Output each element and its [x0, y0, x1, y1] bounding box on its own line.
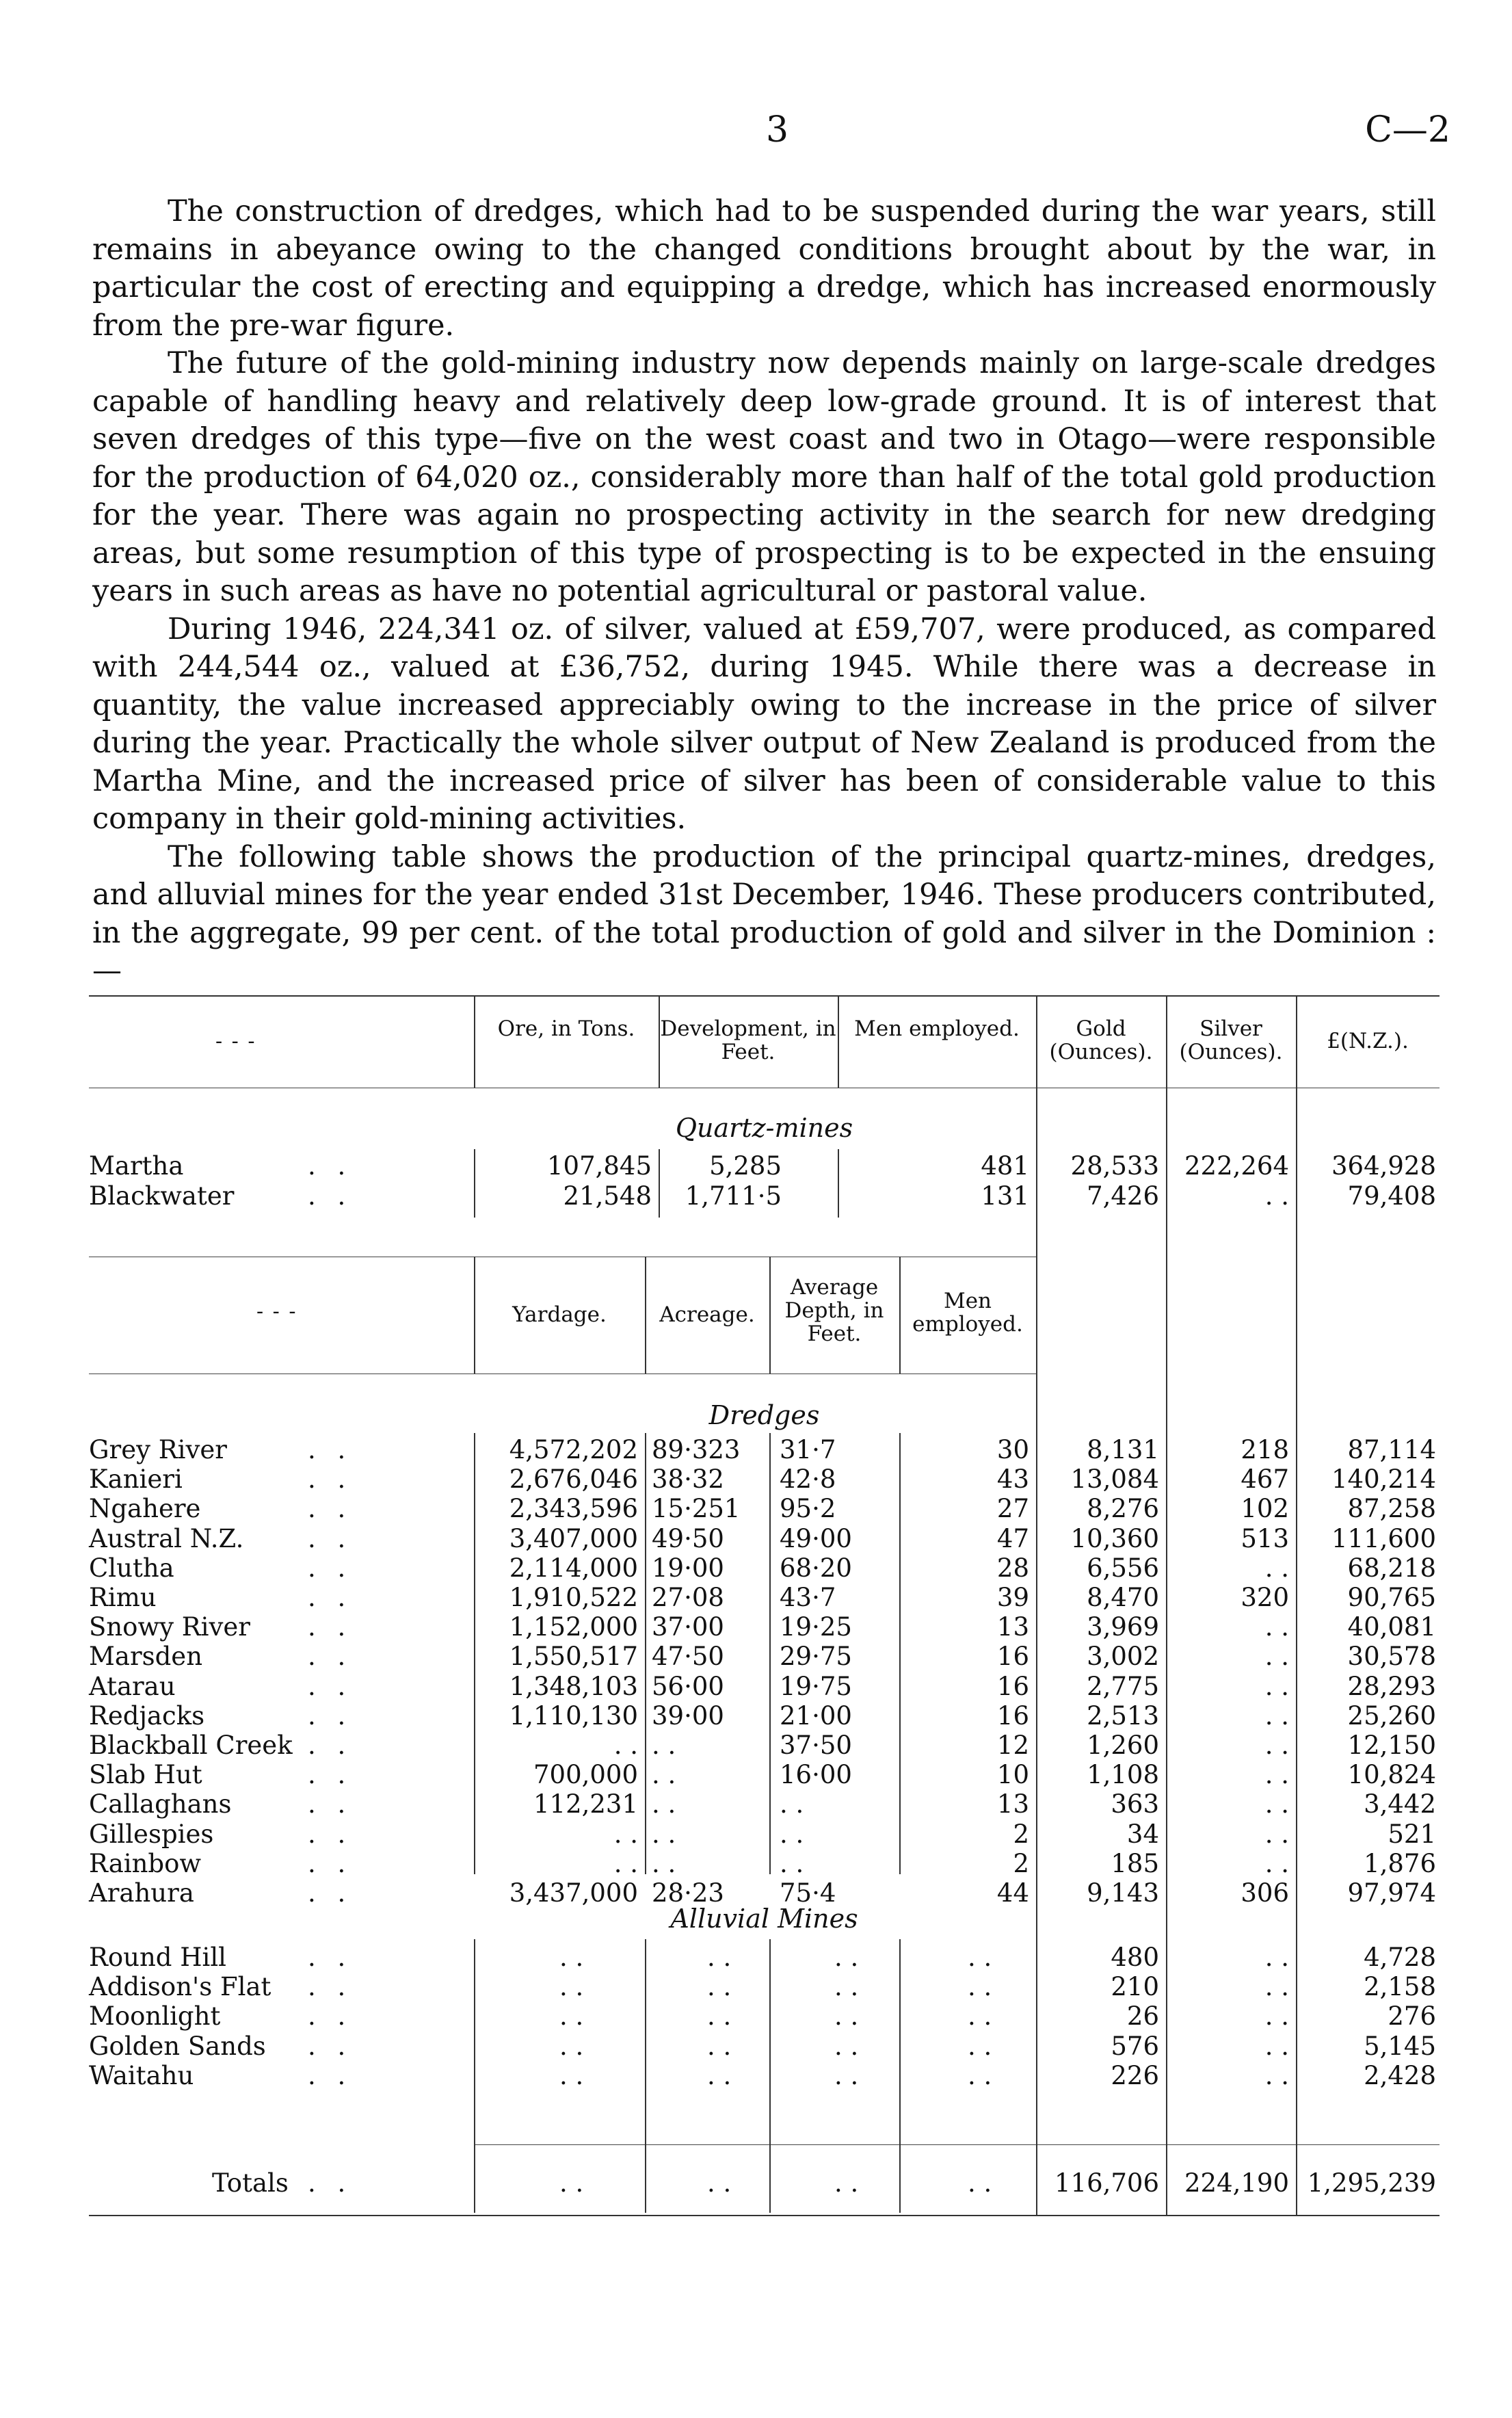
cell-acreage: . . [707, 2060, 732, 2090]
cell-men: 47 [996, 1523, 1029, 1553]
section-dredges: Dredges [708, 1400, 820, 1430]
cell-yardage: 3,437,000 [509, 1878, 638, 1908]
cell-gold: 1,108 [1087, 1760, 1159, 1790]
cell-acreage: . . [652, 1789, 676, 1819]
row-leader: . . [308, 2001, 353, 2032]
cell-depth: 68·20 [780, 1553, 852, 1583]
cell-silver: . . [1264, 1612, 1289, 1642]
cell-acreage: 38·32 [652, 1464, 724, 1495]
row-leader: . . [308, 1494, 353, 1524]
cell-gold: 6,556 [1087, 1553, 1159, 1583]
cell-depth: . . [780, 1789, 804, 1819]
paragraph-dredge-construction: The construction of dredges, which had to be suspended during the war years, still remains in abeyance owing to the changed conditions brought about by the war, in particular the cost of erecting and equipping a dredge, which has increased enormously from the pre-war figure. [92, 194, 1436, 343]
row-name: Grey River [89, 1435, 227, 1464]
table-row [89, 1524, 1440, 1554]
cell-gold: 28,533 [1070, 1151, 1159, 1181]
table-row [89, 1731, 1440, 1761]
cell-acreage: 89·323 [652, 1435, 741, 1464]
cell-acreage: 39·00 [652, 1700, 724, 1731]
row-name: Snowy River [89, 1612, 250, 1642]
row-leader: . . [308, 1151, 353, 1181]
cell-value: 3,442 [1364, 1789, 1436, 1819]
row-leader: . . [308, 1700, 353, 1731]
cell-yardage: . . [559, 1943, 584, 1972]
cell-men: . . [968, 2060, 992, 2090]
cell-silver: 467 [1241, 1464, 1289, 1495]
row-name: Gillespies [89, 1819, 214, 1849]
cell-acreage: . . [707, 1943, 732, 1972]
table-row [89, 1701, 1440, 1731]
cell-acreage: 27·08 [652, 1583, 724, 1612]
totals-label: Totals [212, 2168, 289, 2198]
cell-depth: . . [834, 2060, 859, 2090]
table-row [89, 1464, 1440, 1495]
cell-silver: . . [1264, 2031, 1289, 2061]
cell-silver: . . [1264, 2060, 1289, 2090]
table-row [89, 1435, 1440, 1465]
row-name: Round Hill [89, 1943, 227, 1972]
row-leader: . . [308, 2060, 353, 2090]
cell-men: 27 [996, 1494, 1029, 1524]
cell-silver: . . [1264, 1671, 1289, 1701]
table-row [89, 2061, 1440, 2091]
cell-silver: . . [1264, 1972, 1289, 2002]
table-row [89, 2032, 1440, 2062]
cell-men: 16 [996, 1671, 1029, 1701]
row-leader: . . [308, 1181, 353, 1211]
cell-men: . . [968, 1972, 992, 2002]
cell-men: 2 [1013, 1819, 1029, 1849]
cell-gold: 34 [1126, 1819, 1159, 1849]
row-leader: . . [308, 1464, 353, 1495]
table-row [89, 1612, 1440, 1642]
row-leader: . . [308, 1612, 353, 1642]
cell-dev: 1,711·5 [685, 1181, 782, 1211]
row-name: Atarau [89, 1671, 176, 1701]
cell-men: 44 [996, 1878, 1029, 1908]
row-name: Golden Sands [89, 2031, 266, 2061]
dredge-header-blank: - - - [256, 1300, 297, 1324]
cell-depth: 16·00 [780, 1760, 852, 1790]
cell-gold: 185 [1111, 1848, 1159, 1878]
paragraph-gold-future: The future of the gold-mining industry now depends mainly on large-scale dredges capable of handling heavy and relatively deep low-grade ground. It is of interest that seven dredges of this type—five on the west coast and two in Otago—were responsible for the production of 64,020 oz., considerably more than half of the total gold production for the year. There was again no prospecting activity in the search for new dredging areas, but some resumption of this type of prospecting is to be expected in the ensuing years in such areas as have no potential agricultural or pastoral value. [92, 346, 1436, 608]
cell-silver: . . [1264, 1760, 1289, 1790]
row-name: Rainbow [89, 1848, 202, 1878]
cell-men: 481 [981, 1151, 1029, 1181]
cell-depth: . . [834, 1972, 859, 2002]
totals-row [89, 2168, 1440, 2198]
cell-silver: . . [1264, 1700, 1289, 1731]
cell-acreage: . . [652, 1819, 676, 1849]
row-leader: . . [308, 1848, 353, 1878]
header-yardage: Yardage. [512, 1302, 607, 1327]
cell-acreage: . . [652, 1848, 676, 1878]
cell-depth: . . [834, 1943, 859, 1972]
cell-value: 5,145 [1364, 2031, 1436, 2061]
cell-men: 2 [1013, 1848, 1029, 1878]
cell-yardage: 1,910,522 [509, 1583, 638, 1612]
cell-silver: . . [1264, 1789, 1289, 1819]
totals-men: . . [968, 2168, 992, 2198]
production-table [89, 995, 1440, 2220]
cell-value: 87,258 [1347, 1494, 1436, 1524]
cell-men: 28 [996, 1553, 1029, 1583]
cell-gold: 3,002 [1087, 1642, 1159, 1672]
cell-men: 30 [996, 1435, 1029, 1464]
totals-value: 1,295,239 [1307, 2168, 1436, 2198]
cell-yardage: 1,348,103 [509, 1671, 638, 1701]
cell-gold: 1,260 [1087, 1731, 1159, 1760]
cell-value: 68,218 [1347, 1553, 1436, 1583]
row-leader: . . [308, 1671, 353, 1701]
cell-value: 12,150 [1347, 1731, 1436, 1760]
row-leader: . . [308, 2031, 353, 2061]
cell-acreage: . . [652, 1731, 676, 1760]
cell-men: 13 [996, 1612, 1029, 1642]
cell-gold: 8,131 [1087, 1435, 1159, 1464]
cell-acreage: 47·50 [652, 1642, 724, 1672]
cell-value: 28,293 [1347, 1671, 1436, 1701]
row-leader: . . [308, 1819, 353, 1849]
totals-gold: 116,706 [1054, 2168, 1159, 2198]
cell-gold: 3,969 [1087, 1612, 1159, 1642]
table-row [89, 1760, 1440, 1790]
cell-depth: . . [780, 1819, 804, 1849]
cell-silver: . . [1264, 1819, 1289, 1849]
row-name: Clutha [89, 1553, 174, 1583]
cell-value: 521 [1388, 1819, 1436, 1849]
cell-men: . . [968, 2001, 992, 2032]
header-men-employed: Men employed. [854, 1016, 1020, 1041]
row-name: Marsden [89, 1642, 203, 1672]
cell-silver: . . [1264, 2001, 1289, 2032]
cell-depth: 49·00 [780, 1523, 852, 1553]
row-leader: . . [308, 1583, 353, 1612]
row-leader: . . [308, 1523, 353, 1553]
cell-yardage: 112,231 [533, 1789, 638, 1819]
cell-yardage: . . [613, 1848, 638, 1878]
row-leader: . . [308, 1731, 353, 1760]
cell-gold: 26 [1126, 2001, 1159, 2032]
cell-value: 2,428 [1364, 2060, 1436, 2090]
row-name: Callaghans [89, 1789, 232, 1819]
cell-value: 140,214 [1331, 1464, 1436, 1495]
table-row [89, 1494, 1440, 1524]
quartz-header-divider [474, 995, 475, 1088]
cell-value: 10,824 [1347, 1760, 1436, 1790]
cell-gold: 8,276 [1087, 1494, 1159, 1524]
cell-yardage: . . [613, 1819, 638, 1849]
row-leader: . . [308, 1878, 353, 1908]
cell-yardage: 1,152,000 [509, 1612, 638, 1642]
cell-depth: . . [834, 2001, 859, 2032]
cell-value: 2,158 [1364, 1972, 1436, 2002]
cell-silver: 218 [1241, 1435, 1289, 1464]
cell-yardage: 2,676,046 [509, 1464, 638, 1495]
cell-men: 16 [996, 1642, 1029, 1672]
cell-silver: 102 [1241, 1494, 1289, 1524]
cell-silver: 222,264 [1184, 1151, 1289, 1181]
row-leader: . . [308, 1435, 353, 1464]
header-average-depth: Average Depth, in Feet. [784, 1275, 884, 1346]
cell-silver: . . [1264, 1181, 1289, 1211]
totals-rule [474, 2144, 1440, 2145]
cell-gold: 10,360 [1070, 1523, 1159, 1553]
table-row [89, 1583, 1440, 1613]
table-row [89, 1878, 1440, 1908]
table-top-rule [89, 995, 1440, 997]
row-leader: . . [308, 1789, 353, 1819]
cell-yardage: 4,572,202 [509, 1435, 638, 1464]
cell-acreage: 28·23 [652, 1878, 724, 1908]
cell-yardage: . . [613, 1731, 638, 1760]
cell-gold: 2,513 [1087, 1700, 1159, 1731]
document-reference: C—2 [1365, 109, 1450, 150]
table-row [89, 2001, 1440, 2032]
paragraph-table-intro: The following table shows the production of the principal quartz-mines, dredges, and alluvial mines for the year ended 31st December, 1946. These producers contributed, in the aggregate, 99 per cent. of the total production of gold and silver in the Dominion :— [92, 839, 1436, 988]
cell-value: 111,600 [1331, 1523, 1436, 1553]
cell-acreage: . . [707, 2001, 732, 2032]
row-leader: . . [308, 1972, 353, 2002]
cell-gold: 7,426 [1087, 1181, 1159, 1211]
quartz-header-blank: - - - [215, 1029, 256, 1053]
cell-men: 39 [996, 1583, 1029, 1612]
cell-value: 1,876 [1364, 1848, 1436, 1878]
cell-depth: 95·2 [780, 1494, 836, 1524]
cell-value: 276 [1388, 2001, 1436, 2032]
cell-acreage: . . [652, 1760, 676, 1790]
header-dredge-men-employed: Men employed. [912, 1289, 1023, 1337]
cell-men: 12 [996, 1731, 1029, 1760]
cell-silver: 320 [1241, 1583, 1289, 1612]
totals-depth: . . [834, 2168, 859, 2198]
cell-yardage: 1,550,517 [509, 1642, 638, 1672]
cell-depth: 29·75 [780, 1642, 852, 1672]
cell-yardage: . . [559, 2060, 584, 2090]
section-quartz-mines: Quartz-mines [675, 1113, 853, 1143]
cell-silver: . . [1264, 1731, 1289, 1760]
cell-yardage: 2,343,596 [509, 1494, 638, 1524]
row-name: Arahura [89, 1878, 194, 1908]
cell-depth: . . [834, 2031, 859, 2061]
cell-silver: 513 [1241, 1523, 1289, 1553]
cell-silver: . . [1264, 1848, 1289, 1878]
cell-gold: 480 [1111, 1943, 1159, 1972]
cell-value: 40,081 [1347, 1612, 1436, 1642]
header-acreage: Acreage. [659, 1302, 755, 1327]
row-leader: . . [308, 1642, 353, 1672]
body-text [92, 193, 1436, 990]
row-name: Ngahere [89, 1494, 201, 1524]
page-number: 3 [766, 109, 789, 150]
table-row [89, 1943, 1440, 1973]
header-value: £(N.Z.). [1327, 1029, 1409, 1053]
row-name: Slab Hut [89, 1760, 202, 1790]
totals-acreage: . . [707, 2168, 732, 2198]
cell-men: 10 [996, 1760, 1029, 1790]
cell-value: 30,578 [1347, 1642, 1436, 1672]
header-silver: Silver (Ounces). [1179, 1016, 1283, 1064]
cell-gold: 363 [1111, 1789, 1159, 1819]
row-name: Blackwater [89, 1181, 235, 1211]
row-name: Waitahu [89, 2060, 194, 2090]
cell-depth: 37·50 [780, 1731, 852, 1760]
cell-depth: 31·7 [780, 1435, 836, 1464]
cell-value: 25,260 [1347, 1700, 1436, 1731]
paragraph-silver-production: During 1946, 224,341 oz. of silver, valued at £59,707, were produced, as compared with 244,544 oz., valued at £36,752, during 1945. While there was a decrease in quantity, the value increased appreciably owing to the increase in the price of silver during the year. Practically the whole silver output of New Zealand is produced from the Martha Mine, and the increased price of silver has been of considerable value to this company in their gold-mining activities. [92, 612, 1436, 836]
cell-depth: 21·00 [780, 1700, 852, 1731]
row-name: Rimu [89, 1583, 157, 1612]
cell-gold: 9,143 [1087, 1878, 1159, 1908]
header-development: Development, in Feet. [660, 1016, 836, 1064]
cell-depth: 42·8 [780, 1464, 836, 1495]
table-row [89, 1553, 1440, 1583]
row-leader: . . [308, 1760, 353, 1790]
row-leader: . . [308, 1943, 353, 1972]
cell-acreage: 37·00 [652, 1612, 724, 1642]
totals-yardage: . . [559, 2168, 584, 2198]
cell-men: 16 [996, 1700, 1029, 1731]
cell-acreage: 49·50 [652, 1523, 724, 1553]
cell-silver: . . [1264, 1943, 1289, 1972]
cell-gold: 13,084 [1070, 1464, 1159, 1495]
row-name: Addison's Flat [89, 1972, 271, 2002]
table-row [89, 1972, 1440, 2002]
cell-depth: 43·7 [780, 1583, 836, 1612]
table-bottom-rule [89, 2215, 1440, 2216]
row-name: Blackball Creek [89, 1731, 293, 1760]
header-gold: Gold (Ounces). [1049, 1016, 1153, 1064]
cell-yardage: 700,000 [533, 1760, 638, 1790]
cell-acreage: 15·251 [652, 1494, 741, 1524]
cell-gold: 8,470 [1087, 1583, 1159, 1612]
cell-yardage: . . [559, 2001, 584, 2032]
cell-dev: 5,285 [709, 1151, 782, 1181]
cell-men: 43 [996, 1464, 1029, 1495]
totals-leader: . . [308, 2168, 353, 2198]
cell-silver: 306 [1241, 1878, 1289, 1908]
cell-silver: . . [1264, 1642, 1289, 1672]
cell-yardage: 2,114,000 [509, 1553, 638, 1583]
row-name: Kanieri [89, 1464, 183, 1495]
table-row [89, 1789, 1440, 1819]
cell-value: 90,765 [1347, 1583, 1436, 1612]
cell-gold: 226 [1111, 2060, 1159, 2090]
cell-depth: 19·25 [780, 1612, 852, 1642]
cell-yardage: 1,110,130 [509, 1700, 638, 1731]
row-leader: . . [308, 1553, 353, 1583]
cell-silver: . . [1264, 1553, 1289, 1583]
cell-yardage: . . [559, 1972, 584, 2002]
cell-depth: 19·75 [780, 1671, 852, 1701]
cell-acreage: . . [707, 1972, 732, 2002]
cell-men: 131 [981, 1181, 1029, 1211]
cell-men: 13 [996, 1789, 1029, 1819]
table-row [89, 1672, 1440, 1702]
row-name: Martha [89, 1151, 184, 1181]
cell-ore: 21,548 [563, 1181, 652, 1211]
cell-gold: 576 [1111, 2031, 1159, 2061]
cell-depth: . . [780, 1848, 804, 1878]
section-alluvial-mines: Alluvial Mines [670, 1904, 858, 1934]
cell-value: 4,728 [1364, 1943, 1436, 1972]
row-name: Moonlight [89, 2001, 221, 2032]
cell-gold: 2,775 [1087, 1671, 1159, 1701]
totals-silver: 224,190 [1184, 2168, 1289, 2198]
cell-acreage: 19·00 [652, 1553, 724, 1583]
cell-yardage: 3,407,000 [509, 1523, 638, 1553]
cell-ore: 107,845 [546, 1151, 652, 1181]
cell-men: . . [968, 1943, 992, 1972]
cell-acreage: . . [707, 2031, 732, 2061]
cell-men: . . [968, 2031, 992, 2061]
cell-value: 364,928 [1331, 1151, 1436, 1181]
cell-gold: 210 [1111, 1972, 1159, 2002]
quartz-header-divider [838, 995, 839, 1088]
cell-yardage: . . [559, 2031, 584, 2061]
cell-depth: 75·4 [780, 1878, 836, 1908]
table-row [89, 1151, 1440, 1181]
table-row [89, 1181, 1440, 1211]
table-row [89, 1849, 1440, 1879]
row-name: Redjacks [89, 1700, 205, 1731]
cell-acreage: 56·00 [652, 1671, 724, 1701]
cell-value: 87,114 [1347, 1435, 1436, 1464]
cell-value: 79,408 [1347, 1181, 1436, 1211]
row-name: Austral N.Z. [89, 1523, 244, 1553]
cell-value: 97,974 [1347, 1878, 1436, 1908]
header-ore: Ore, in Tons. [497, 1016, 635, 1041]
table-row [89, 1642, 1440, 1672]
table-row [89, 1819, 1440, 1850]
